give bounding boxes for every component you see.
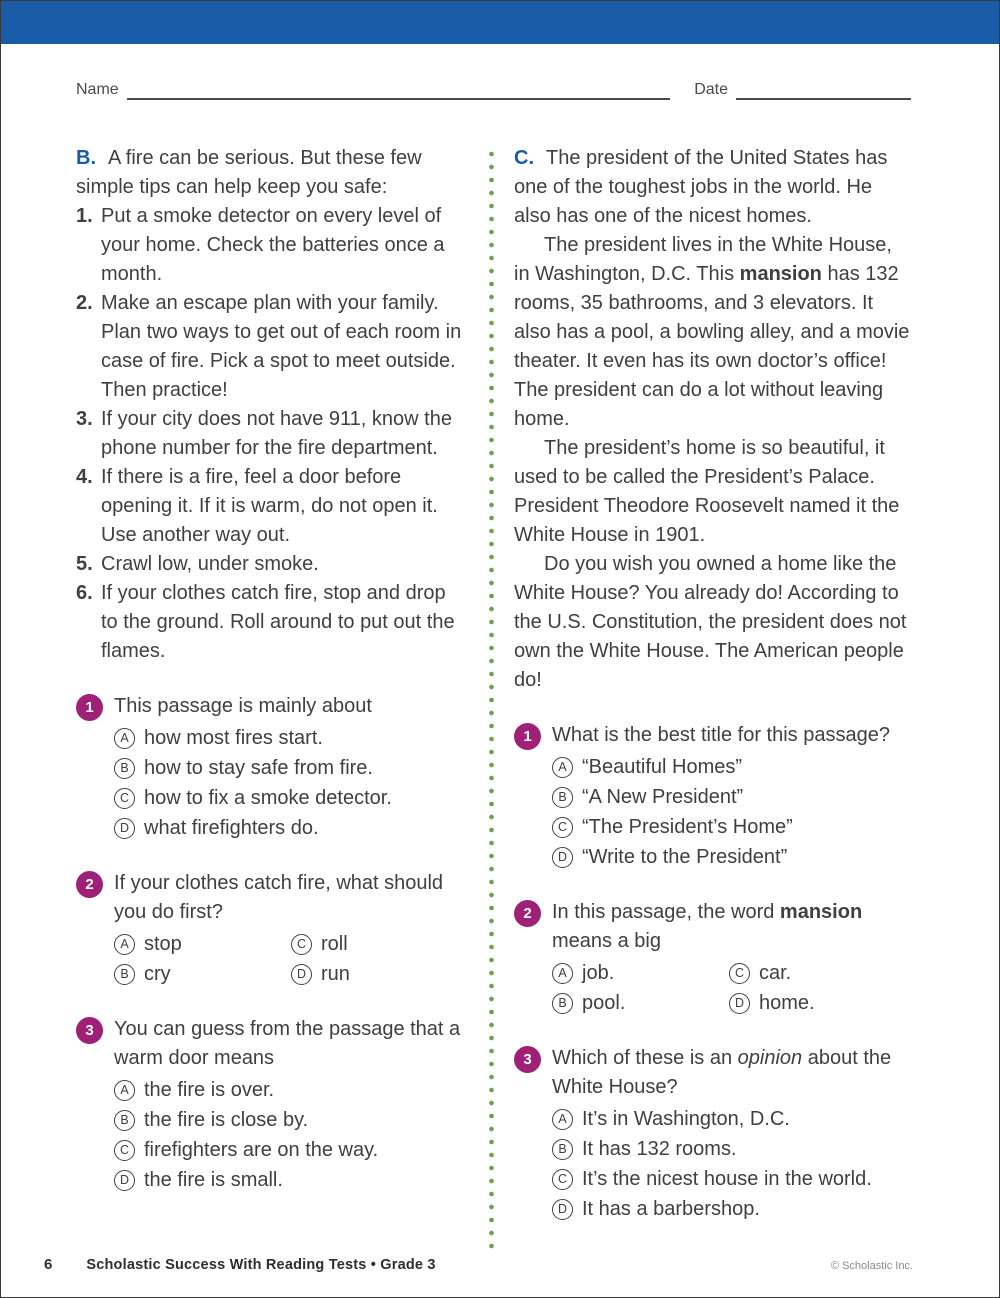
option-letter-circle: C bbox=[114, 1140, 135, 1161]
option-text: It’s in Washington, D.C. bbox=[582, 1107, 790, 1130]
option-text: stop bbox=[144, 932, 182, 955]
passage-b-letter: B. bbox=[76, 147, 96, 169]
header-blue-bar bbox=[1, 1, 999, 44]
answer-option bbox=[552, 1134, 912, 1164]
option-text: “A New President” bbox=[582, 785, 744, 808]
option-letter-circle: A bbox=[552, 963, 573, 984]
option-letter-circle: B bbox=[114, 1110, 135, 1131]
option-text: home. bbox=[759, 991, 815, 1014]
option-letter-circle: D bbox=[552, 1199, 573, 1220]
passage-b-column bbox=[76, 144, 466, 1250]
date-label: Date bbox=[694, 81, 728, 98]
option-letter-circle: C bbox=[291, 934, 312, 955]
passage-b-questions bbox=[76, 692, 466, 1195]
dotted-column-divider bbox=[489, 148, 494, 1250]
name-label: Name bbox=[76, 81, 119, 98]
question-block-b3 bbox=[76, 1015, 466, 1195]
option-letter-circle: A bbox=[552, 1109, 573, 1130]
tip-item-3 bbox=[76, 405, 466, 463]
answer-option bbox=[114, 813, 466, 843]
answer-option bbox=[114, 723, 466, 753]
answer-option bbox=[114, 1135, 466, 1165]
answer-option bbox=[114, 959, 291, 989]
option-letter-circle: C bbox=[729, 963, 750, 984]
passage-c-paragraph-3: The president’s home is so beautiful, it used to be called the President’s Palace. President Theodore Roosevelt named it the White House in 1901. bbox=[514, 437, 900, 546]
answer-option bbox=[291, 929, 468, 959]
question-number-badge: 3 bbox=[76, 1017, 103, 1044]
answer-option bbox=[114, 783, 466, 813]
name-blank-line bbox=[127, 80, 671, 100]
answer-option bbox=[114, 1105, 466, 1135]
option-text: how to fix a smoke detector. bbox=[144, 786, 392, 809]
page-number: 6 bbox=[44, 1256, 53, 1273]
tip-text: Crawl low, under smoke. bbox=[101, 553, 319, 575]
passage-b bbox=[76, 144, 466, 666]
question-text: What is the best title for this passage? bbox=[552, 724, 890, 746]
answer-option bbox=[552, 782, 912, 812]
two-column-layout bbox=[76, 144, 999, 1250]
question-number-badge: 2 bbox=[514, 900, 541, 927]
tip-number: 2. bbox=[76, 292, 93, 314]
option-letter-circle: A bbox=[552, 757, 573, 778]
option-letter-circle: A bbox=[114, 728, 135, 749]
tip-text: If there is a fire, feel a door before opening it. If it is warm, do not open it. Use another way out. bbox=[101, 466, 438, 546]
passage-c-questions bbox=[514, 721, 912, 1224]
option-letter-circle: B bbox=[552, 787, 573, 808]
passage-c-column bbox=[514, 144, 912, 1250]
option-letter-circle: C bbox=[114, 788, 135, 809]
tip-item-4 bbox=[76, 463, 466, 550]
option-letter-circle: B bbox=[114, 964, 135, 985]
option-letter-circle: A bbox=[114, 1080, 135, 1101]
option-text: firefighters are on the way. bbox=[144, 1138, 379, 1161]
tip-number: 1. bbox=[76, 205, 93, 227]
question-number-badge: 2 bbox=[76, 871, 103, 898]
question-text: If your clothes catch fire, what should you do first? bbox=[114, 872, 444, 923]
option-text: the fire is close by. bbox=[144, 1108, 309, 1131]
tip-item-5 bbox=[76, 550, 466, 579]
option-text: It has 132 rooms. bbox=[582, 1137, 737, 1160]
question-block-c3 bbox=[514, 1044, 912, 1224]
question-block-c2 bbox=[514, 898, 912, 1018]
tip-item-1 bbox=[76, 202, 466, 289]
option-text: pool. bbox=[582, 991, 626, 1014]
tip-text: Make an escape plan with your family. Plan two ways to get out of each room in case of fire. Pick a spot to meet outside. Then practice! bbox=[101, 292, 462, 401]
answer-option bbox=[291, 959, 468, 989]
question-number-badge: 1 bbox=[76, 694, 103, 721]
tip-text: If your city does not have 911, know the phone number for the fire department. bbox=[101, 408, 452, 459]
tip-number: 5. bbox=[76, 553, 93, 575]
option-text: the fire is over. bbox=[144, 1078, 275, 1101]
option-text: “The President’s Home” bbox=[582, 815, 793, 838]
tip-number: 6. bbox=[76, 582, 93, 604]
tip-text: If your clothes catch fire, stop and drop to the ground. Roll around to put out the flames. bbox=[101, 582, 455, 662]
question-text: This passage is mainly about bbox=[114, 695, 372, 717]
date-blank-line bbox=[736, 80, 911, 100]
question-number-badge: 1 bbox=[514, 723, 541, 750]
question-number-badge: 3 bbox=[514, 1046, 541, 1073]
option-text: the fire is small. bbox=[144, 1168, 283, 1191]
option-text: car. bbox=[759, 961, 792, 984]
question-text: Which of these is an opinion about the White House? bbox=[552, 1047, 892, 1098]
tip-text: Put a smoke detector on every level of your home. Check the batteries once a month. bbox=[101, 205, 445, 285]
answer-option bbox=[114, 753, 466, 783]
option-text: how most fires start. bbox=[144, 726, 323, 749]
option-letter-circle: D bbox=[552, 847, 573, 868]
option-text: “Write to the President” bbox=[582, 845, 788, 868]
answer-option bbox=[114, 1165, 466, 1195]
tip-item-6 bbox=[76, 579, 466, 666]
passage-c-letter: C. bbox=[514, 147, 534, 169]
question-block-c1 bbox=[514, 721, 912, 872]
option-text: It’s the nicest house in the world. bbox=[582, 1167, 872, 1190]
question-text: In this passage, the word mansion means a big bbox=[552, 901, 863, 952]
option-text: “Beautiful Homes” bbox=[582, 755, 743, 778]
answer-option bbox=[552, 812, 912, 842]
question-text: You can guess from the passage that a warm door means bbox=[114, 1018, 461, 1069]
answer-option bbox=[552, 988, 729, 1018]
copyright-notice: © Scholastic Inc. bbox=[830, 1260, 913, 1272]
option-letter-circle: C bbox=[552, 817, 573, 838]
answer-option bbox=[552, 1164, 912, 1194]
option-text: how to stay safe from fire. bbox=[144, 756, 373, 779]
option-letter-circle: B bbox=[114, 758, 135, 779]
tip-item-2 bbox=[76, 289, 466, 405]
answer-option bbox=[114, 929, 291, 959]
answer-option bbox=[552, 752, 912, 782]
option-text: what firefighters do. bbox=[144, 816, 319, 839]
passage-c-paragraph-1: C. The president of the United States has one of the toughest jobs in the world. He also has one of the nicest homes. bbox=[514, 147, 888, 227]
name-date-row bbox=[76, 80, 911, 100]
passage-c-paragraph-4: Do you wish you owned a home like the White House? You already do! According to the U.S. Constitution, the president does not own the White House. The American people do! bbox=[514, 553, 907, 691]
option-letter-circle: B bbox=[552, 1139, 573, 1160]
answer-option bbox=[114, 1075, 466, 1105]
tip-number: 4. bbox=[76, 466, 93, 488]
book-title: Scholastic Success With Reading Tests • Grade 3 bbox=[86, 1257, 436, 1273]
answer-option bbox=[729, 958, 906, 988]
passage-b-intro: B. A fire can be serious. But these few simple tips can help keep you safe: bbox=[76, 147, 422, 198]
answer-option bbox=[729, 988, 906, 1018]
option-letter-circle: D bbox=[729, 993, 750, 1014]
option-text: cry bbox=[144, 962, 171, 985]
answer-option bbox=[552, 1104, 912, 1134]
answer-option bbox=[552, 1194, 912, 1224]
option-letter-circle: D bbox=[114, 818, 135, 839]
answer-option bbox=[552, 842, 912, 872]
option-text: job. bbox=[582, 961, 615, 984]
passage-c bbox=[514, 144, 912, 695]
question-block-b2 bbox=[76, 869, 466, 989]
option-letter-circle: A bbox=[114, 934, 135, 955]
option-letter-circle: C bbox=[552, 1169, 573, 1190]
page-footer bbox=[44, 1256, 913, 1273]
tip-number: 3. bbox=[76, 408, 93, 430]
option-text: It has a barbershop. bbox=[582, 1197, 760, 1220]
answer-option bbox=[552, 958, 729, 988]
question-block-b1 bbox=[76, 692, 466, 843]
option-letter-circle: D bbox=[291, 964, 312, 985]
option-letter-circle: B bbox=[552, 993, 573, 1014]
option-letter-circle: D bbox=[114, 1170, 135, 1191]
option-text: run bbox=[321, 962, 350, 985]
option-text: roll bbox=[321, 932, 348, 955]
passage-c-paragraph-2: The president lives in the White House, in Washington, D.C. This mansion has 132 rooms, 35 bathrooms, and 3 elevators. It also has a pool, a bowling alley, and a movie theater. It even has its own doctor’s office! The president can do a lot without leaving home. bbox=[514, 234, 910, 430]
